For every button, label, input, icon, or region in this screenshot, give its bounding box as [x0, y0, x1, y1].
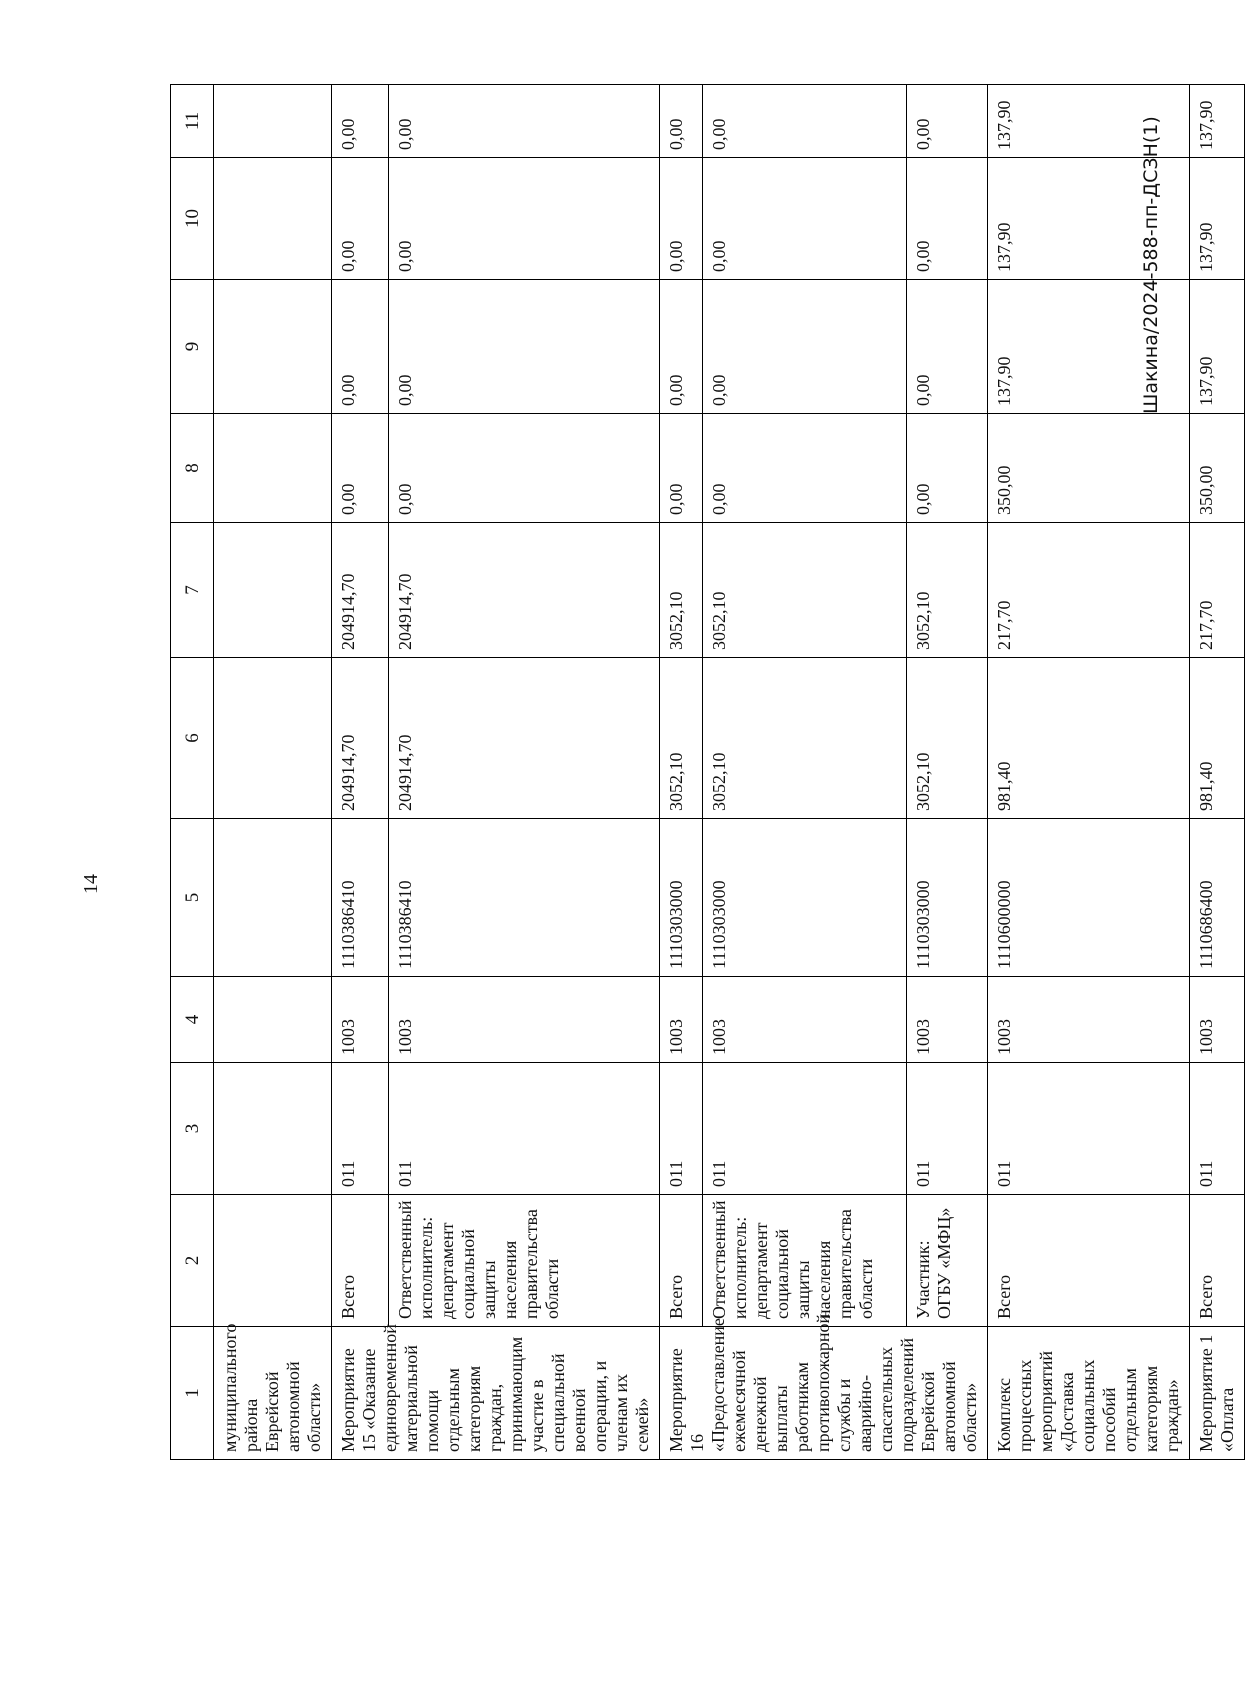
cell — [214, 658, 332, 819]
cell: 350,00 — [1190, 414, 1245, 523]
cell: 1110303000 — [702, 819, 906, 977]
cell: 0,00 — [702, 158, 906, 280]
cell — [214, 1063, 332, 1195]
cell: Ответственный исполнитель: департамент социальной защиты населения правительства области — [702, 1195, 906, 1327]
cell: 0,00 — [332, 158, 389, 280]
col-header: 3 — [171, 1063, 214, 1195]
row-name: муниципального района Еврейской автономной области» — [214, 1327, 332, 1460]
cell: 1110386410 — [332, 819, 389, 977]
cell: 011 — [388, 1063, 659, 1195]
cell: 0,00 — [332, 414, 389, 523]
cell: 011 — [660, 1063, 703, 1195]
cell: 204914,70 — [388, 658, 659, 819]
cell: 0,00 — [388, 85, 659, 158]
cell: 217,70 — [1190, 523, 1245, 658]
cell: 0,00 — [388, 158, 659, 280]
cell: 1003 — [660, 977, 703, 1063]
cell: 0,00 — [332, 280, 389, 414]
row-name: Мероприятие 16 «Предоставление ежемесячной денежной выплаты работникам противопожарной службы и аварийно-спасательных подразделений Еврейской автономной области» — [660, 1327, 988, 1460]
cell: Всего — [1190, 1195, 1245, 1327]
row-name: Комплекс процессных мероприятий «Доставка социальных пособий отдельным категориям граждан» — [988, 1327, 1190, 1460]
header-row — [171, 85, 214, 1460]
cell — [214, 85, 332, 158]
cell: 1003 — [988, 977, 1190, 1063]
cell: 137,90 — [988, 158, 1190, 280]
page-number: 14 — [80, 874, 102, 894]
col-header: 11 — [171, 85, 214, 158]
cell: 011 — [906, 1063, 987, 1195]
cell — [214, 414, 332, 523]
col-header: 9 — [171, 280, 214, 414]
row-name: Мероприятие 1 «Оплата — [1190, 1327, 1245, 1460]
col-header: 7 — [171, 523, 214, 658]
cell: 3052,10 — [702, 658, 906, 819]
cell: 137,90 — [1190, 85, 1245, 158]
col-header: 6 — [171, 658, 214, 819]
cell: 0,00 — [702, 280, 906, 414]
cell: 011 — [332, 1063, 389, 1195]
cell: 1110686400 — [1190, 819, 1245, 977]
cell: 217,70 — [988, 523, 1190, 658]
budget-table — [170, 84, 1245, 1460]
cell: 3052,10 — [660, 523, 703, 658]
cell — [214, 280, 332, 414]
cell: 0,00 — [660, 85, 703, 158]
cell: 0,00 — [388, 414, 659, 523]
table-row — [388, 85, 659, 1460]
cell: 0,00 — [660, 414, 703, 523]
cell — [214, 977, 332, 1063]
table-row — [906, 85, 987, 1460]
table-row — [332, 85, 389, 1460]
cell: 137,90 — [988, 280, 1190, 414]
cell: Участник: ОГБУ «МФЦ» — [906, 1195, 987, 1327]
cell: 0,00 — [906, 158, 987, 280]
cell: 1110600000 — [988, 819, 1190, 977]
cell: 0,00 — [906, 85, 987, 158]
cell: 3052,10 — [906, 658, 987, 819]
table-row — [660, 85, 703, 1460]
col-header: 10 — [171, 158, 214, 280]
cell: 204914,70 — [332, 523, 389, 658]
cell: 1003 — [388, 977, 659, 1063]
cell: 0,00 — [332, 85, 389, 158]
cell: 0,00 — [388, 280, 659, 414]
cell: Всего — [332, 1195, 389, 1327]
cell: Всего — [988, 1195, 1190, 1327]
cell: Ответственный исполнитель: департамент социальной защиты населения правительства области — [388, 1195, 659, 1327]
cell — [214, 158, 332, 280]
table-row — [702, 85, 906, 1460]
cell: 137,90 — [1190, 280, 1245, 414]
cell: 1003 — [1190, 977, 1245, 1063]
cell: 0,00 — [660, 280, 703, 414]
cell: 137,90 — [988, 85, 1190, 158]
cell: 1110386410 — [388, 819, 659, 977]
col-header: 4 — [171, 977, 214, 1063]
col-header: 8 — [171, 414, 214, 523]
table-row — [214, 85, 332, 1460]
cell: 0,00 — [702, 85, 906, 158]
cell: 204914,70 — [388, 523, 659, 658]
cell: 1003 — [702, 977, 906, 1063]
cell: 981,40 — [988, 658, 1190, 819]
cell — [214, 819, 332, 977]
cell: 0,00 — [906, 280, 987, 414]
cell: 350,00 — [988, 414, 1190, 523]
cell: 1110303000 — [660, 819, 703, 977]
cell: 011 — [702, 1063, 906, 1195]
document-code: Шакина/2024-588-пп-ДСЗН(1) — [1140, 116, 1162, 414]
col-header: 5 — [171, 819, 214, 977]
cell: 1110303000 — [906, 819, 987, 977]
cell: 137,90 — [1190, 158, 1245, 280]
cell: 011 — [988, 1063, 1190, 1195]
cell: 0,00 — [660, 158, 703, 280]
row-name: Мероприятие 15 «Оказание единовременной материальной помощи отдельным категориям граждан, принимающим участие в специальной военной операции, и членам их семей» — [332, 1327, 660, 1460]
cell — [214, 523, 332, 658]
cell: 3052,10 — [702, 523, 906, 658]
cell: 0,00 — [702, 414, 906, 523]
cell: 3052,10 — [660, 658, 703, 819]
cell: 1003 — [906, 977, 987, 1063]
col-header: 1 — [171, 1327, 214, 1460]
cell: 3052,10 — [906, 523, 987, 658]
cell — [214, 1195, 332, 1327]
table-row — [1190, 85, 1245, 1460]
cell: 011 — [1190, 1063, 1245, 1195]
cell: 1003 — [332, 977, 389, 1063]
cell: Всего — [660, 1195, 703, 1327]
cell: 0,00 — [906, 414, 987, 523]
col-header: 2 — [171, 1195, 214, 1327]
cell: 981,40 — [1190, 658, 1245, 819]
cell: 204914,70 — [332, 658, 389, 819]
